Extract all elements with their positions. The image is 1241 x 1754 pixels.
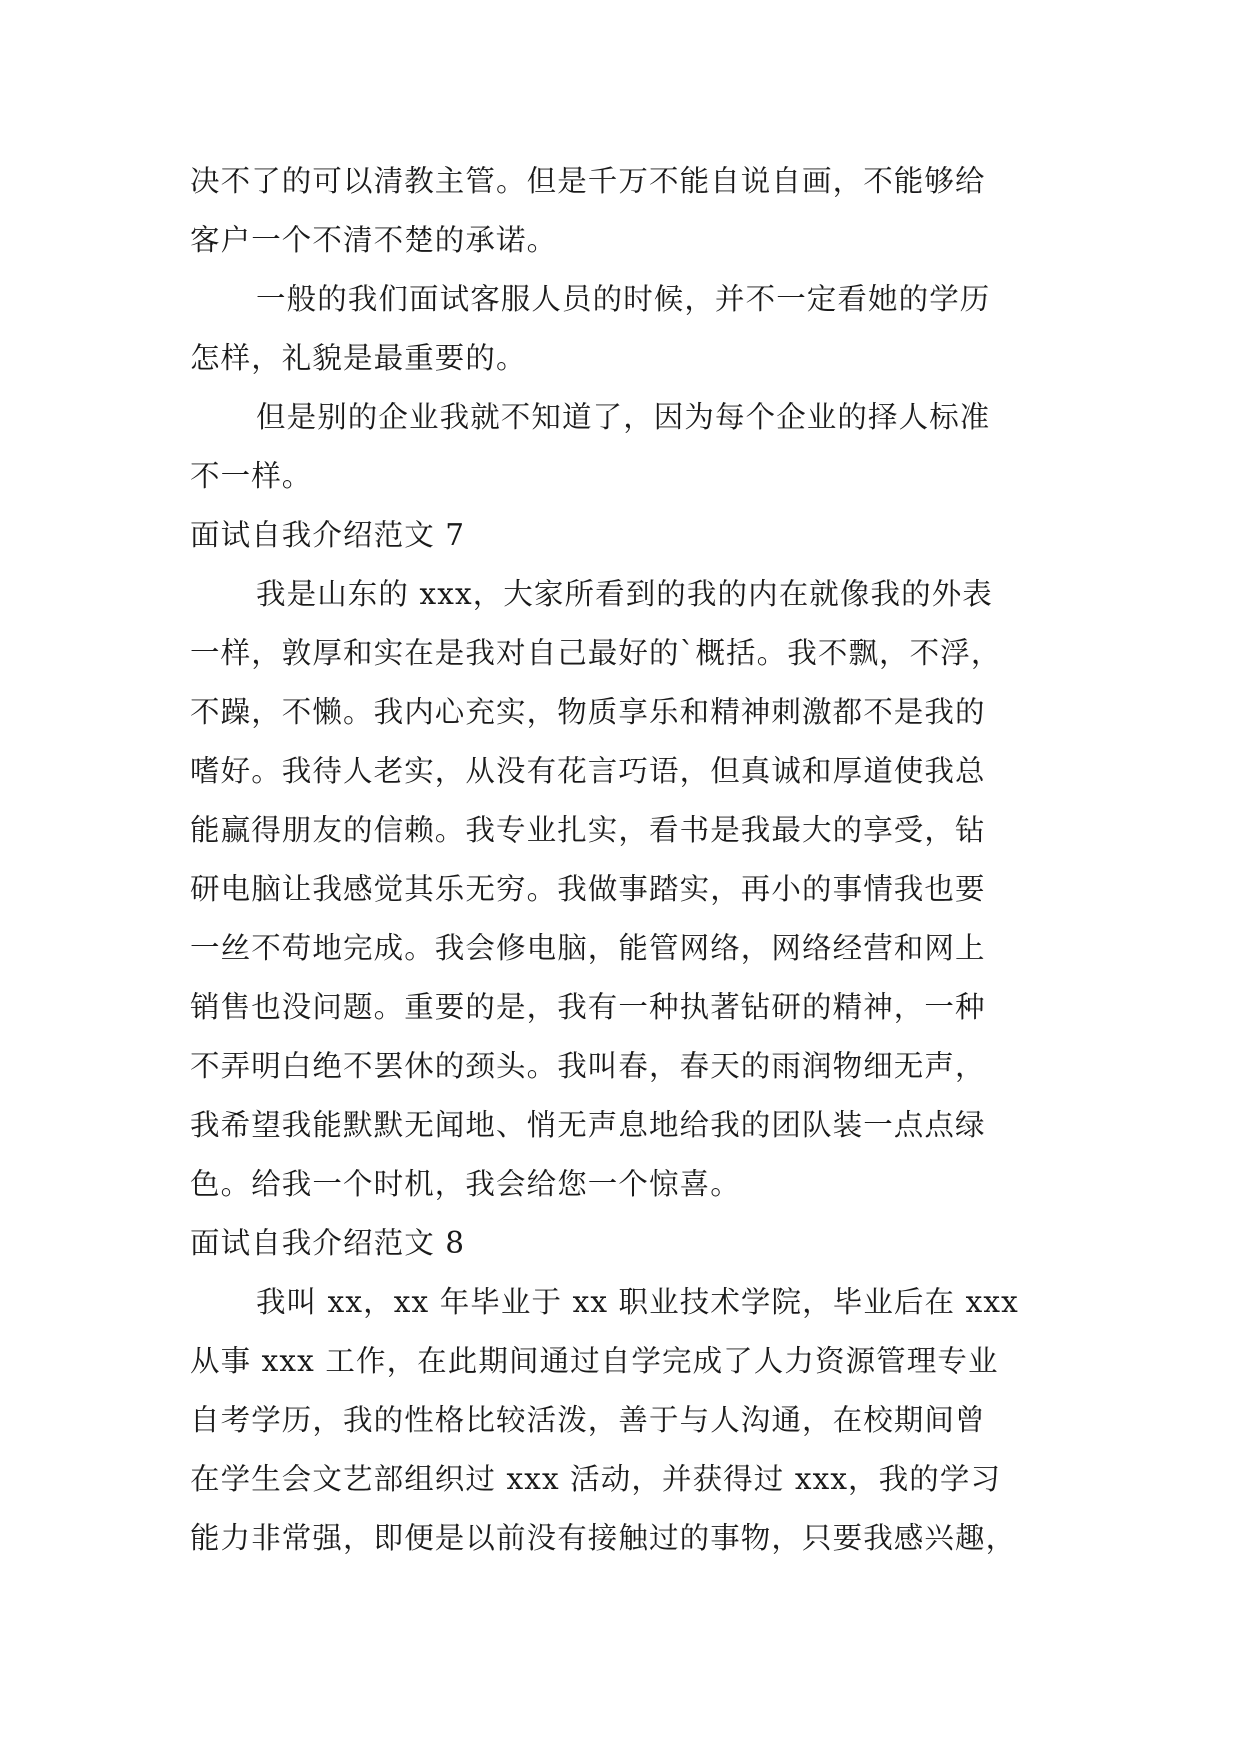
body-line: 但是别的企业我就不知道了，因为每个企业的择人标准 — [256, 400, 991, 434]
body-line: 从事 xxx 工作，在此期间通过自学完成了人力资源管理专业 — [190, 1344, 999, 1378]
body-line: 决不了的可以清教主管。但是千万不能自说自画，不能够给 — [190, 164, 986, 198]
document-body — [190, 152, 1060, 1568]
section-heading: 面试自我介绍范文 7 — [190, 518, 466, 552]
body-line: 我希望我能默默无闻地、悄无声息地给我的团队装一点点绿 — [190, 1108, 986, 1142]
section-heading: 面试自我介绍范文 8 — [190, 1226, 466, 1260]
body-line: 不躁，不懒。我内心充实，物质享乐和精神刺激都不是我的 — [190, 695, 986, 729]
body-line: 客户一个不清不楚的承诺。 — [190, 223, 558, 257]
body-line: 一样，敦厚和实在是我对自己最好的`概括。我不飘，不浮， — [190, 636, 1002, 670]
body-line: 我叫 xx，xx 年毕业于 xx 职业技术学院，毕业后在 xxx — [256, 1285, 1019, 1319]
body-line: 能赢得朋友的信赖。我专业扎实，看书是我最大的享受，钻 — [190, 813, 986, 847]
body-line: 研电脑让我感觉其乐无穷。我做事踏实，再小的事情我也要 — [190, 872, 986, 906]
body-line: 在学生会文艺部组织过 xxx 活动，并获得过 xxx，我的学习 — [190, 1462, 1002, 1496]
body-line: 嗜好。我待人老实，从没有花言巧语，但真诚和厚道使我总 — [190, 754, 986, 788]
body-line: 我是山东的 xxx，大家所看到的我的内在就像我的外表 — [256, 577, 993, 611]
body-line: 不一样。 — [190, 459, 313, 493]
body-line: 不弄明白绝不罢休的颈头。我叫春，春天的雨润物细无声， — [190, 1049, 986, 1083]
body-line: 销售也没问题。重要的是，我有一种执著钻研的精神，一种 — [190, 990, 986, 1024]
body-line: 怎样，礼貌是最重要的。 — [190, 341, 527, 375]
body-line: 自考学历，我的性格比较活泼，善于与人沟通，在校期间曾 — [190, 1403, 986, 1437]
body-line: 一般的我们面试客服人员的时候，并不一定看她的学历 — [256, 282, 991, 316]
body-line: 能力非常强，即便是以前没有接触过的事物，只要我感兴趣， — [190, 1521, 1017, 1555]
body-line: 一丝不苟地完成。我会修电脑，能管网络，网络经营和网上 — [190, 931, 986, 965]
body-line: 色。给我一个时机，我会给您一个惊喜。 — [190, 1167, 741, 1201]
